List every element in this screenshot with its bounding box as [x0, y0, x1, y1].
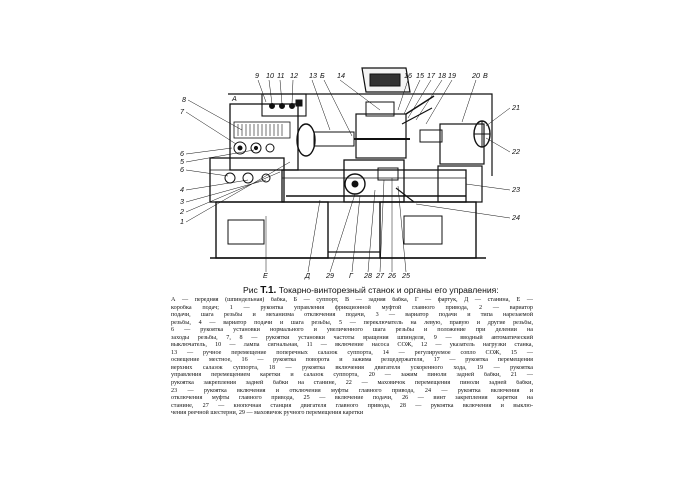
- callout-label: Б: [320, 71, 325, 80]
- callout-label: 21: [512, 103, 520, 112]
- caption-body: [171, 297, 533, 418]
- callouts-left: [179, 95, 186, 226]
- callout-label: 5: [180, 157, 184, 166]
- caption-title: [243, 285, 499, 296]
- caption-line: резьбы, 4 — вариатор подачи и шага резьбы, 5 — переключатель на левую, правую и другие резьбы,: [171, 319, 533, 326]
- callout-label: 7: [180, 107, 184, 116]
- caption-line: отключения муфты главного привода, 25 — включение подачи, 26 — винт закрепления каретки на: [171, 395, 533, 402]
- caption-line: заходы резьбы, 7, 8 — рукоятки установки частоты вращения шпинделя, 9 — вводный автоматический: [171, 334, 533, 341]
- callout-label: 16: [404, 71, 412, 80]
- carriage: [356, 114, 406, 158]
- callout-label: 22: [512, 147, 520, 156]
- caption-line: 13 — ручное перемещение поперечных салазок суппорта, 14 — регулируемое сопло СОЖ, 15 —: [171, 349, 533, 356]
- callouts-right: [511, 103, 520, 222]
- callout-label: 6: [180, 165, 184, 174]
- caption-line: подачи, шага резьбы и механизма отключения подачи, 3 — вариатор подачи и типа нарезаемой: [171, 312, 533, 319]
- callout-label: 19: [448, 71, 456, 80]
- callout-label: 9: [255, 71, 259, 80]
- callout-label: 2: [180, 207, 184, 216]
- caption-title-text: Токарно-винторезный станок и органы его управления:: [278, 285, 499, 295]
- callout-label: 13: [309, 71, 317, 80]
- callout-label: 24: [512, 213, 520, 222]
- caption-line: А — передняя (шпиндельная) бабка, Б — суппорт, В — задняя бабка, Г — фартук, Д — станина, Е —: [171, 297, 533, 303]
- caption-line: 6 — рукоятка установки нормального и увеличенного шага резьбы и положение при делении на: [171, 327, 533, 334]
- caption-line: выключатель, 10 — лампа сигнальная, 11 — включение насоса СОЖ, 12 — указатель нагрузки станка,: [171, 342, 533, 349]
- callout-label: 23: [512, 185, 520, 194]
- callout-label: 26: [388, 271, 396, 280]
- callout-label: 17: [427, 71, 435, 80]
- caption-line: 23 — рукоятка включения и отключения муфты главного привода, 24 — рукоятка включения и: [171, 387, 533, 394]
- callout-label: 14: [337, 71, 345, 80]
- caption-line: чения реечной шестерни, 29 — маховичок ручного перемещения каретки: [171, 410, 364, 417]
- callout-label: 3: [180, 197, 184, 206]
- callout-label: Д: [305, 271, 311, 280]
- caption-line: верхних салазок суппорта, 18 — рукоятка включения двигателя ускоренного хода, 19 — рукоятка: [171, 364, 533, 371]
- callout-label: 8: [182, 95, 186, 104]
- callout-a: А: [232, 94, 237, 103]
- callout-label: 4: [180, 185, 184, 194]
- callout-label: Е: [263, 271, 268, 280]
- caption-line: коробка подач; 1 — рукоятка управления фрикционной муфтой главного привода, 2 — вариатор: [171, 304, 533, 311]
- headstock: [230, 104, 298, 170]
- caption-line: станине, 27 — кнопочная станция двигателя главного привода, 28 — рукоятка включения и выклю-: [171, 402, 533, 409]
- callout-label: 18: [438, 71, 446, 80]
- callout-label: В: [483, 71, 488, 80]
- caption-number: Т.1.: [260, 285, 277, 296]
- callout-label: 12: [290, 71, 298, 80]
- callout-label: 1: [180, 217, 184, 226]
- caption-prefix: Рис: [243, 285, 258, 295]
- callouts-bottom: [263, 271, 411, 280]
- callout-label: 15: [416, 71, 424, 80]
- callout-label: 25: [402, 271, 410, 280]
- callout-label: 10: [266, 71, 274, 80]
- callout-label: 11: [277, 71, 285, 80]
- caption-line: рукоятка закрепления задней бабки на станине, 22 — маховичок перемещения пиноли задней бабки,: [171, 380, 533, 387]
- callout-label: 29: [326, 271, 334, 280]
- caption-line: освещение местное, 16 — рукоятка поворота и зажима резцедержателя, 17 — рукоятка перемещения: [171, 357, 533, 364]
- caption-line: управления перемещением каретки и салазок суппорта, 20 — зажим пиноли задней бабки, 21 —: [171, 372, 533, 379]
- callout-label: Г: [349, 271, 353, 280]
- callout-label: 6: [180, 149, 184, 158]
- callout-label: 20: [472, 71, 480, 80]
- callout-label: 27: [376, 271, 384, 280]
- lathe-illustration: [170, 66, 530, 280]
- callout-label: 28: [364, 271, 372, 280]
